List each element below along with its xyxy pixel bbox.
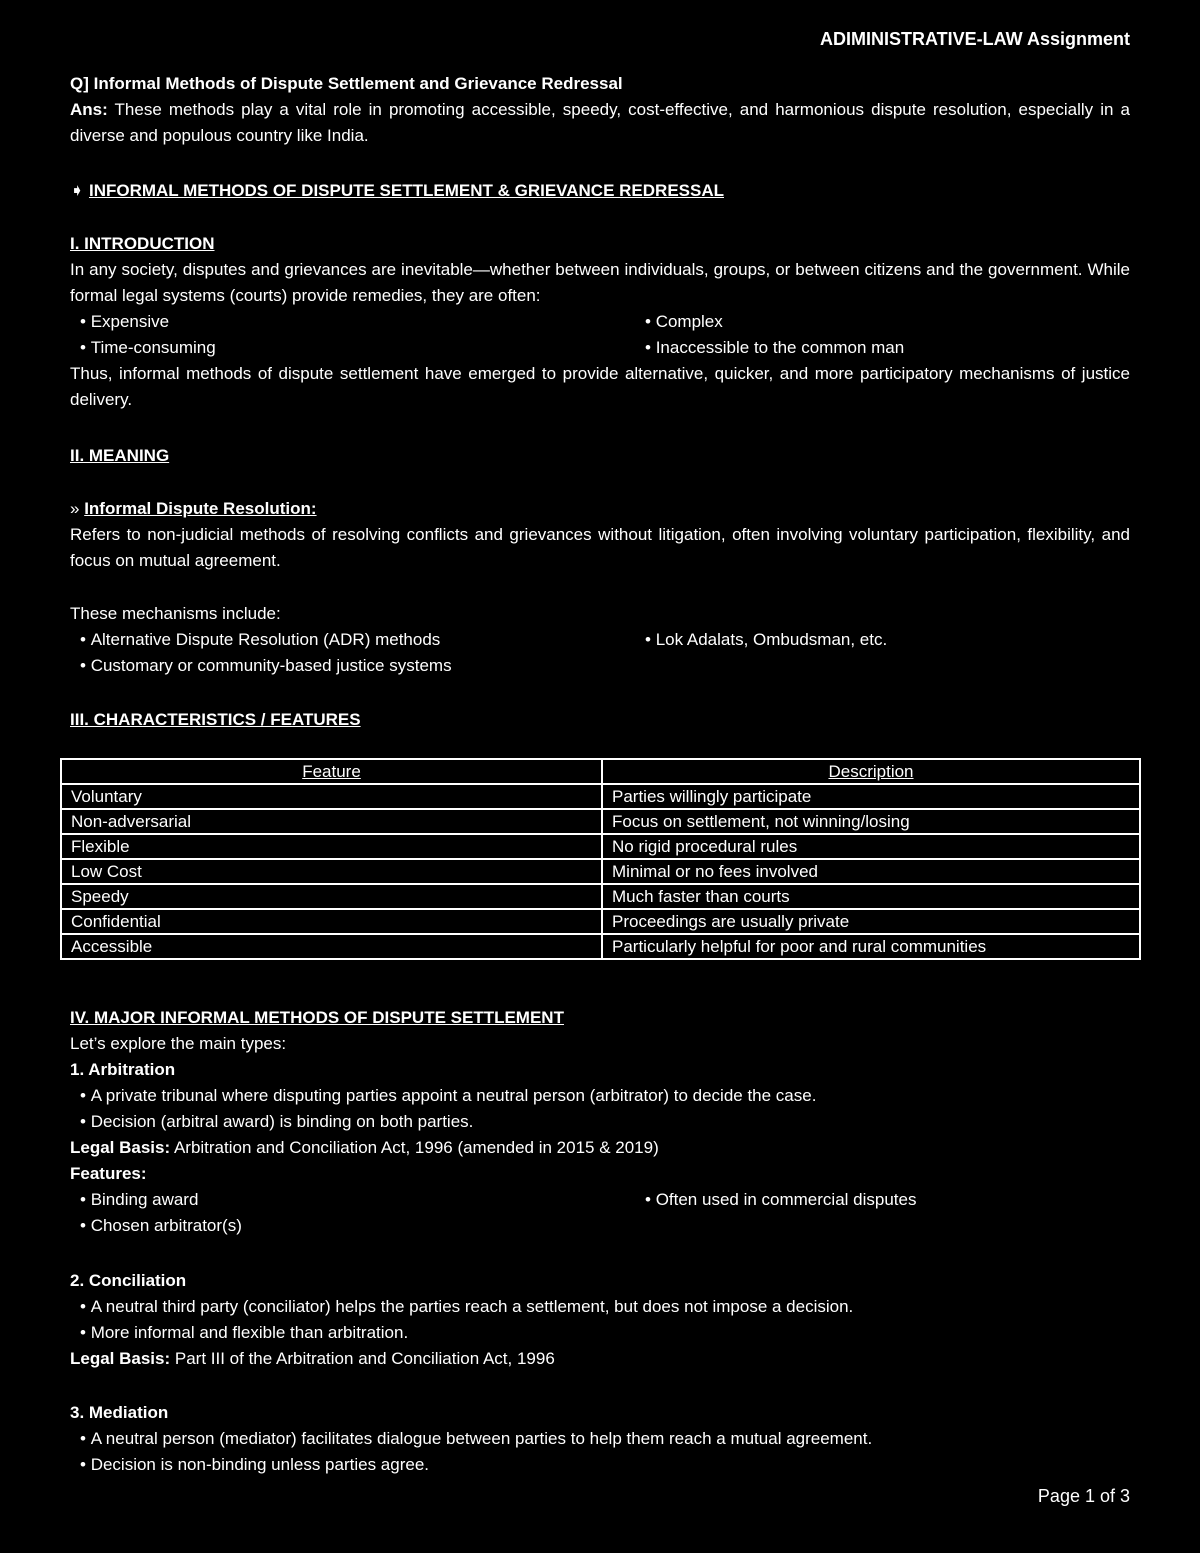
- bullet-row: [70, 1213, 1130, 1239]
- bullet-row: [70, 1426, 1130, 1452]
- arbitration-title: 1. Arbitration: [70, 1060, 176, 1079]
- description-cell: No rigid procedural rules: [602, 834, 1140, 859]
- introduction-conclusion: Thus, informal methods of dispute settlement have emerged to provide alternative, quicker, and more participatory mechanisms of justice delivery.: [70, 364, 1130, 409]
- description-cell: Particularly helpful for poor and rural communities: [602, 934, 1140, 959]
- meaning-subheading: Informal Dispute Resolution:: [84, 499, 317, 518]
- bullet-row: [70, 1187, 1130, 1213]
- arbitration-legal-basis: [70, 1135, 1130, 1161]
- feature-cell: Flexible: [61, 834, 602, 859]
- bullet-row: [70, 1320, 1130, 1346]
- arbitration-features-label: Features:: [70, 1164, 147, 1183]
- meaning-heading: II. MEANING: [70, 446, 170, 465]
- question-block: [70, 71, 1130, 149]
- list-item: • More informal and flexible than arbitration.: [80, 1320, 408, 1346]
- answer-label: Ans:: [70, 100, 108, 119]
- description-cell: Proceedings are usually private: [602, 909, 1140, 934]
- table-row: [61, 784, 1140, 809]
- legal-basis-text: Arbitration and Conciliation Act, 1996 (amended in 2015 & 2019): [170, 1138, 659, 1157]
- bullet-row: [70, 653, 1130, 679]
- characteristics-section: [70, 707, 1130, 733]
- methods-intro: Let’s explore the main types:: [70, 1034, 287, 1053]
- table-row: [61, 809, 1140, 834]
- characteristics-heading: III. CHARACTERISTICS / FEATURES: [70, 710, 361, 729]
- feature-cell: Voluntary: [61, 784, 602, 809]
- main-heading: [70, 178, 1130, 204]
- bullet-row: [70, 335, 1130, 361]
- legal-basis-label: Legal Basis:: [70, 1138, 171, 1157]
- chevron-right-icon: »: [70, 499, 80, 518]
- list-item: • Chosen arbitrator(s): [80, 1213, 242, 1239]
- question-title: Q] Informal Methods of Dispute Settlement and Grievance Redressal: [70, 74, 623, 93]
- list-item: • Lok Adalats, Ombudsman, etc.: [645, 627, 887, 653]
- list-item: • Often used in commercial disputes: [645, 1187, 916, 1213]
- feature-cell: Accessible: [61, 934, 602, 959]
- bullet-row: [70, 1294, 1130, 1320]
- table-row: [61, 834, 1140, 859]
- conciliation-section: [70, 1268, 1130, 1372]
- legal-basis-text: Part III of the Arbitration and Conciliation Act, 1996: [170, 1349, 555, 1368]
- mediation-title: 3. Mediation: [70, 1403, 169, 1422]
- introduction-section: [70, 231, 1130, 413]
- feature-cell: Confidential: [61, 909, 602, 934]
- introduction-heading: I. INTRODUCTION: [70, 234, 215, 253]
- description-cell: Much faster than courts: [602, 884, 1140, 909]
- table-row: [61, 934, 1140, 959]
- table-row: [61, 909, 1140, 934]
- table-row: [61, 859, 1140, 884]
- conciliation-title: 2. Conciliation: [70, 1271, 187, 1290]
- list-item: • Complex: [645, 309, 723, 335]
- list-item: • A private tribunal where disputing parties appoint a neutral person (arbitrator) to decide the case.: [80, 1083, 816, 1109]
- feature-cell: Low Cost: [61, 859, 602, 884]
- methods-heading: IV. MAJOR INFORMAL METHODS OF DISPUTE SETTLEMENT: [70, 1008, 564, 1027]
- feature-column-header: Feature: [61, 759, 602, 784]
- meaning-paragraph: Refers to non-judicial methods of resolving conflicts and grievances without litigation, often involving voluntary participation, flexibility, and focus on mutual agreement.: [70, 525, 1130, 570]
- list-item: • Expensive: [80, 309, 169, 335]
- description-cell: Minimal or no fees involved: [602, 859, 1140, 884]
- list-item: • Time-consuming: [80, 335, 216, 361]
- list-item: • A neutral person (mediator) facilitates dialogue between parties to help them reach a mutual agreement.: [80, 1426, 872, 1452]
- list-item: • Binding award: [80, 1187, 198, 1213]
- table-row: [61, 884, 1140, 909]
- mediation-section: [70, 1400, 1130, 1478]
- list-item: • A neutral third party (conciliator) helps the parties reach a settlement, but does not impose a decision.: [80, 1294, 853, 1320]
- feature-cell: Non-adversarial: [61, 809, 602, 834]
- mechanisms-block: [70, 601, 1130, 679]
- list-item: • Decision is non-binding unless parties agree.: [80, 1452, 429, 1478]
- bullet-row: [70, 1083, 1130, 1109]
- page-number: Page 1 of 3: [1037, 1486, 1130, 1506]
- feature-cell: Speedy: [61, 884, 602, 909]
- meaning-section: [70, 443, 1130, 469]
- answer-paragraph: [70, 97, 1130, 149]
- description-cell: Parties willingly participate: [602, 784, 1140, 809]
- list-item: • Alternative Dispute Resolution (ADR) methods: [80, 627, 440, 653]
- mechanisms-intro: These mechanisms include:: [70, 604, 281, 623]
- document-header: ADIMINISTRATIVE-LAW Assignment: [820, 29, 1130, 49]
- legal-basis-label: Legal Basis:: [70, 1349, 171, 1368]
- description-cell: Focus on settlement, not winning/losing: [602, 809, 1140, 834]
- list-item: • Decision (arbitral award) is binding on both parties.: [80, 1109, 473, 1135]
- description-column-header: Description: [602, 759, 1140, 784]
- bullet-row: [70, 309, 1130, 335]
- list-item: • Customary or community-based justice systems: [80, 653, 452, 679]
- table-header-row: [61, 759, 1140, 784]
- methods-section: [70, 1005, 1130, 1239]
- main-heading-text: INFORMAL METHODS OF DISPUTE SETTLEMENT & GRIEVANCE REDRESSAL: [88, 181, 724, 200]
- meaning-body: [70, 496, 1130, 574]
- bullet-row: [70, 1452, 1130, 1478]
- conciliation-legal-basis: [70, 1346, 1130, 1372]
- introduction-paragraph: In any society, disputes and grievances are inevitable—whether between individuals, groups, or between citizens and the government. While formal legal systems (courts) provide remedies, they are often:: [70, 260, 1130, 305]
- bullet-row: [70, 1109, 1130, 1135]
- features-table: [60, 758, 1141, 960]
- bullet-row: [70, 627, 1130, 653]
- answer-text: These methods play a vital role in promoting accessible, speedy, cost-effective, and harmonious dispute resolution, especially in a diverse and populous country like India.: [70, 100, 1130, 145]
- list-item: • Inaccessible to the common man: [645, 335, 904, 361]
- arrow-icon: ➧: [70, 181, 85, 200]
